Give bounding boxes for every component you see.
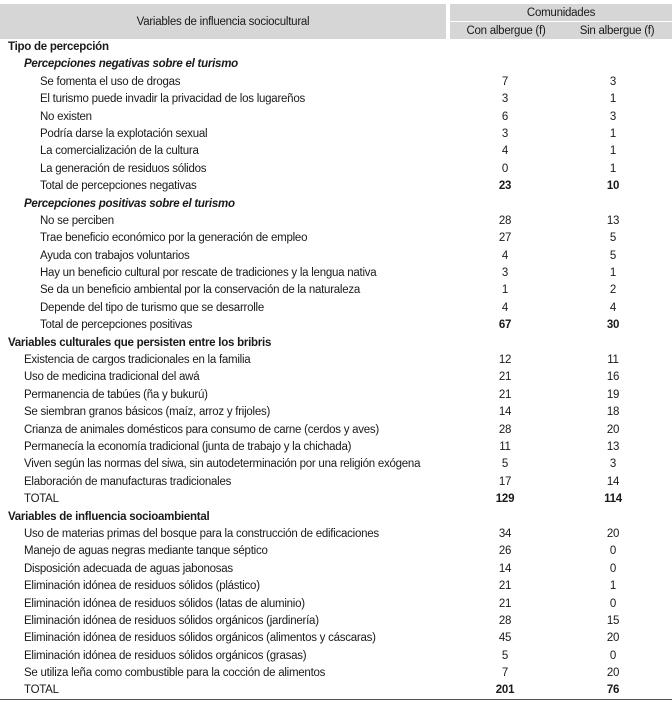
table-row bbox=[0, 491, 672, 508]
table-row bbox=[0, 578, 672, 595]
sin-albergue-value: 14 bbox=[606, 475, 620, 488]
con-albergue-value: 7 bbox=[501, 75, 509, 88]
row-label: Permanencia de tabúes (ña y bukurú) bbox=[24, 388, 208, 401]
row-label: Podría darse la explotación sexual bbox=[40, 127, 208, 140]
con-albergue-value: 129 bbox=[495, 493, 515, 506]
header-variables bbox=[0, 4, 446, 39]
con-albergue-value: 4 bbox=[501, 249, 509, 262]
row-label: Hay un beneficio cultural por rescate de tradiciones y la lengua nativa bbox=[40, 267, 377, 280]
sin-albergue-value: 3 bbox=[609, 110, 617, 123]
con-albergue-value: 14 bbox=[498, 406, 512, 419]
con-albergue-value: 3 bbox=[501, 267, 509, 280]
row-label: TOTAL bbox=[24, 493, 59, 506]
table-row bbox=[0, 91, 672, 108]
con-albergue-value: 28 bbox=[498, 614, 512, 627]
section-heading-row bbox=[0, 39, 672, 56]
row-label: Trae beneficio económico por la generación de empleo bbox=[40, 232, 308, 245]
con-albergue-value: 45 bbox=[498, 632, 512, 645]
sin-albergue-value: 13 bbox=[606, 440, 620, 453]
sin-albergue-value: 3 bbox=[609, 75, 617, 88]
con-albergue-value: 28 bbox=[498, 423, 512, 436]
sin-albergue-value: 114 bbox=[604, 493, 622, 506]
header-sin-label: Sin albergue (f) bbox=[579, 24, 655, 37]
con-albergue-value: 201 bbox=[495, 684, 515, 697]
header-sin-albergue bbox=[562, 22, 672, 39]
con-albergue-value: 12 bbox=[498, 354, 512, 367]
sin-albergue-value: 1 bbox=[609, 127, 617, 140]
sin-albergue-value: 13 bbox=[606, 214, 620, 227]
sin-albergue-value: 3 bbox=[609, 458, 617, 471]
table-row bbox=[0, 248, 672, 265]
table-row bbox=[0, 474, 672, 491]
row-label: Percepciones negativas sobre el turismo bbox=[24, 58, 238, 71]
sin-albergue-value: 2 bbox=[609, 284, 617, 297]
sin-albergue-value: 4 bbox=[609, 301, 617, 314]
table-body bbox=[0, 39, 672, 700]
subsection-heading-row bbox=[0, 196, 672, 213]
con-albergue-value: 21 bbox=[498, 597, 512, 610]
table-row bbox=[0, 387, 672, 404]
row-label: Se da un beneficio ambiental por la conservación de la naturaleza bbox=[40, 284, 361, 297]
row-label: Total de percepciones positivas bbox=[40, 319, 193, 332]
row-label: Total de percepciones negativas bbox=[40, 180, 197, 193]
table-row bbox=[0, 74, 672, 91]
con-albergue-value: 21 bbox=[498, 580, 512, 593]
table-row bbox=[0, 213, 672, 230]
row-label: Elaboración de manufacturas tradicionales bbox=[24, 475, 232, 488]
table-row bbox=[0, 422, 672, 439]
con-albergue-value: 21 bbox=[498, 388, 512, 401]
header-con-albergue bbox=[450, 22, 562, 39]
row-label: Uso de materias primas del bosque para la construcción de edificaciones bbox=[24, 527, 379, 540]
table-row bbox=[0, 543, 672, 560]
sin-albergue-value: 19 bbox=[606, 388, 620, 401]
con-albergue-value: 67 bbox=[498, 319, 512, 332]
sin-albergue-value: 11 bbox=[607, 354, 619, 367]
table-row bbox=[0, 404, 672, 421]
sin-albergue-value: 20 bbox=[606, 667, 620, 680]
sin-albergue-value: 15 bbox=[606, 614, 620, 627]
con-albergue-value: 3 bbox=[501, 127, 509, 140]
con-albergue-value: 5 bbox=[501, 649, 509, 662]
con-albergue-value: 6 bbox=[501, 110, 509, 123]
row-label: Crianza de animales domésticos para consumo de carne (cerdos y aves) bbox=[24, 423, 380, 436]
con-albergue-value: 14 bbox=[498, 562, 512, 575]
con-albergue-value: 26 bbox=[498, 545, 512, 558]
subsection-heading-row bbox=[0, 56, 672, 73]
sin-albergue-value: 20 bbox=[606, 632, 620, 645]
row-label: Disposición adecuada de aguas jabonosas bbox=[24, 562, 233, 575]
header-comunidades bbox=[450, 4, 672, 21]
con-albergue-value: 7 bbox=[501, 667, 509, 680]
table-row bbox=[0, 230, 672, 247]
sin-albergue-value: 1 bbox=[609, 580, 617, 593]
table-row bbox=[0, 648, 672, 665]
table-row bbox=[0, 282, 672, 299]
table-row bbox=[0, 630, 672, 647]
row-label: Se utiliza leña como combustible para la cocción de alimentos bbox=[24, 667, 326, 680]
row-label: Variables de influencia socioambiental bbox=[8, 510, 210, 523]
row-label: El turismo puede invadir la privacidad de los lugareños bbox=[40, 93, 305, 106]
sin-albergue-value: 1 bbox=[609, 162, 617, 175]
table-row bbox=[0, 178, 672, 195]
table-row bbox=[0, 317, 672, 334]
row-label: Eliminación idónea de residuos sólidos orgánicos (grasas) bbox=[24, 649, 307, 662]
bottom-rule bbox=[0, 699, 672, 700]
table-row bbox=[0, 300, 672, 317]
row-label: Viven según las normas del siwa, sin autodeterminación por una religión exógena bbox=[24, 458, 421, 471]
sin-albergue-value: 5 bbox=[609, 249, 617, 262]
sin-albergue-value: 20 bbox=[606, 423, 620, 436]
table-row bbox=[0, 596, 672, 613]
table-row bbox=[0, 352, 672, 369]
table-row bbox=[0, 126, 672, 143]
row-label: Se fomenta el uso de drogas bbox=[40, 75, 181, 88]
row-label: La comercialización de la cultura bbox=[40, 145, 199, 158]
row-label: Se siembran granos básicos (maíz, arroz y frijoles) bbox=[24, 406, 271, 419]
section-heading-row bbox=[0, 335, 672, 352]
table-row bbox=[0, 526, 672, 543]
row-label: Existencia de cargos tradicionales en la familia bbox=[24, 354, 251, 367]
sin-albergue-value: 76 bbox=[606, 684, 620, 697]
table-row bbox=[0, 265, 672, 282]
con-albergue-value: 3 bbox=[501, 93, 509, 106]
row-label: La generación de residuos sólidos bbox=[40, 162, 207, 175]
row-label: Permanecía la economía tradicional (junta de trabajo y la chichada) bbox=[24, 440, 352, 453]
header-con-label: Con albergue (f) bbox=[466, 24, 546, 37]
con-albergue-value: 0 bbox=[501, 162, 509, 175]
table-row bbox=[0, 109, 672, 126]
sin-albergue-value: 1 bbox=[609, 145, 617, 158]
sin-albergue-value: 18 bbox=[606, 406, 620, 419]
table-row bbox=[0, 369, 672, 386]
row-label: Variables culturales que persisten entre los bribris bbox=[8, 336, 272, 349]
con-albergue-value: 27 bbox=[498, 232, 512, 245]
sin-albergue-value: 20 bbox=[606, 527, 620, 540]
row-label: Uso de medicina tradicional del awá bbox=[24, 371, 200, 384]
table-row bbox=[0, 665, 672, 682]
table-row bbox=[0, 143, 672, 160]
table-row bbox=[0, 682, 672, 699]
sin-albergue-value: 30 bbox=[606, 319, 620, 332]
sin-albergue-value: 0 bbox=[609, 562, 617, 575]
sin-albergue-value: 5 bbox=[609, 232, 617, 245]
con-albergue-value: 5 bbox=[501, 458, 509, 471]
header-variables-label: Variables de influencia sociocultural bbox=[136, 15, 310, 28]
row-label: Eliminación idónea de residuos sólidos orgánicos (jardinería) bbox=[24, 614, 319, 627]
sin-albergue-value: 10 bbox=[606, 180, 620, 193]
sin-albergue-value: 16 bbox=[606, 371, 620, 384]
row-label: Percepciones positivas sobre el turismo bbox=[24, 197, 235, 210]
table-row bbox=[0, 439, 672, 456]
row-label: Tipo de percepción bbox=[8, 41, 109, 53]
con-albergue-value: 23 bbox=[498, 180, 512, 193]
con-albergue-value: 34 bbox=[498, 527, 512, 540]
header-comunidades-label: Comunidades bbox=[526, 6, 596, 19]
row-label: Manejo de aguas negras mediante tanque séptico bbox=[24, 545, 268, 558]
row-label: Eliminación idónea de residuos sólidos (plástico) bbox=[24, 580, 260, 593]
sin-albergue-value: 0 bbox=[609, 545, 617, 558]
row-label: Depende del tipo de turismo que se desarrolle bbox=[40, 301, 265, 314]
con-albergue-value: 21 bbox=[498, 371, 512, 384]
con-albergue-value: 4 bbox=[501, 145, 509, 158]
con-albergue-value: 4 bbox=[501, 301, 509, 314]
table-row bbox=[0, 456, 672, 473]
row-label: TOTAL bbox=[24, 684, 59, 697]
sin-albergue-value: 0 bbox=[609, 597, 617, 610]
row-label: Eliminación idónea de residuos sólidos (latas de aluminio) bbox=[24, 597, 305, 610]
con-albergue-value: 28 bbox=[498, 214, 512, 227]
table-row bbox=[0, 613, 672, 630]
con-albergue-value: 17 bbox=[498, 475, 512, 488]
sin-albergue-value: 1 bbox=[609, 267, 617, 280]
table-row bbox=[0, 161, 672, 178]
row-label: No se perciben bbox=[40, 214, 114, 227]
table-row bbox=[0, 561, 672, 578]
section-heading-row bbox=[0, 509, 672, 526]
con-albergue-value: 1 bbox=[501, 284, 509, 297]
con-albergue-value: 11 bbox=[499, 440, 511, 453]
row-label: No existen bbox=[40, 110, 92, 123]
sin-albergue-value: 1 bbox=[609, 93, 617, 106]
sin-albergue-value: 0 bbox=[609, 649, 617, 662]
row-label: Ayuda con trabajos voluntarios bbox=[40, 249, 190, 262]
row-label: Eliminación idónea de residuos sólidos orgánicos (alimentos y cáscaras) bbox=[24, 632, 376, 645]
